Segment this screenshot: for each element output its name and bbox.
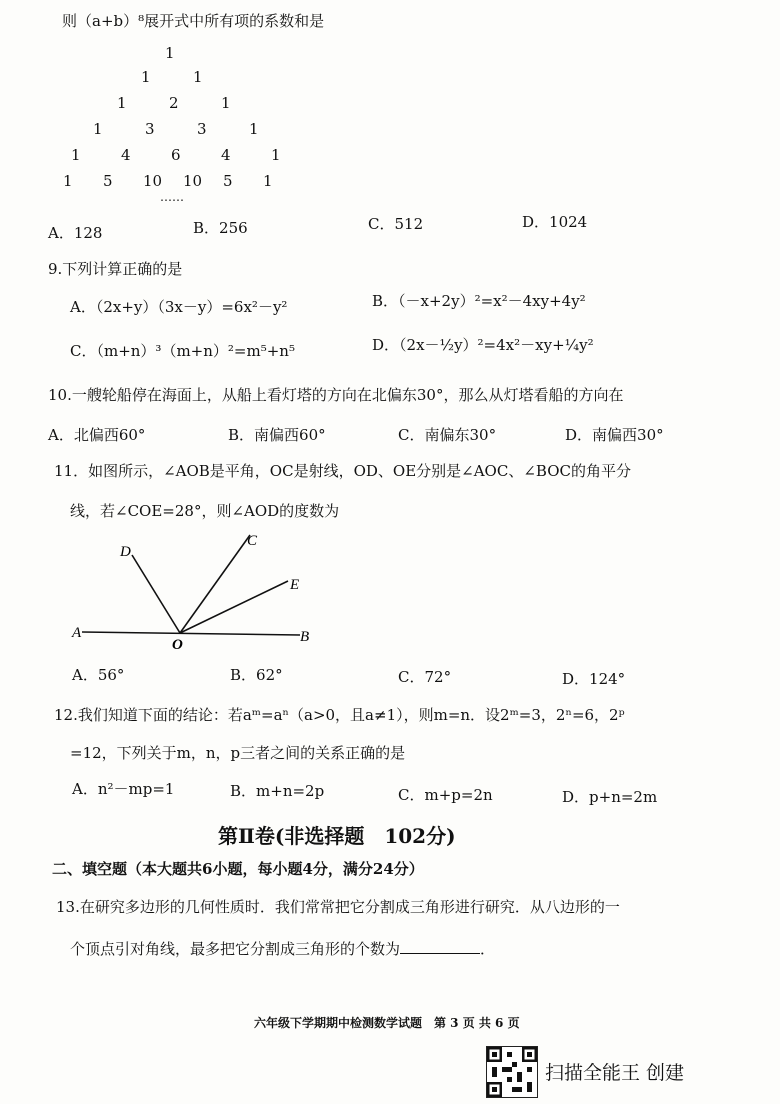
q13-line2-end: ． bbox=[480, 940, 496, 958]
triangle-number: 1 bbox=[271, 146, 281, 164]
triangle-number: 4 bbox=[121, 146, 131, 164]
triangle-number: 1 bbox=[71, 146, 81, 164]
triangle-number: 1 bbox=[63, 172, 73, 190]
triangle-number: 1 bbox=[221, 94, 231, 112]
q11-option-c: C．72° bbox=[398, 668, 452, 686]
qr-code-icon bbox=[486, 1046, 538, 1098]
q11-stem-line2: 线，若∠COE=28°，则∠AOD的度数为 bbox=[70, 502, 340, 520]
q10-option-c: C．南偏东30° bbox=[398, 426, 497, 444]
triangle-number: 3 bbox=[145, 120, 155, 138]
triangle-number: 5 bbox=[223, 172, 233, 190]
q9-option-c: C．（m+n）³（m+n）²=m⁵+n⁵ bbox=[70, 342, 295, 360]
label-b: B bbox=[300, 629, 310, 645]
q8-option-c: C．512 bbox=[368, 215, 424, 233]
q12-option-d: D．p+n=2m bbox=[562, 788, 658, 806]
triangle-number: 6 bbox=[171, 146, 181, 164]
q11-option-b: B．62° bbox=[230, 666, 283, 684]
ray-od bbox=[132, 555, 180, 633]
ray-oc bbox=[180, 535, 250, 633]
ray-oe bbox=[180, 581, 288, 633]
q13-answer-blank[interactable] bbox=[400, 939, 480, 954]
triangle-number: 2 bbox=[169, 94, 179, 112]
label-d: D bbox=[120, 544, 131, 560]
angle-figure bbox=[60, 525, 330, 655]
q8-option-a: A．128 bbox=[48, 224, 103, 242]
section-heading: 二、填空题（本大题共6小题，每小题4分，满分24分） bbox=[52, 860, 424, 878]
q13-line2 bbox=[70, 938, 495, 959]
q8-option-d: D．1024 bbox=[522, 213, 588, 231]
q12-stem-line1: 12.我们知道下面的结论：若aᵐ=aⁿ（a>0，且a≠1），则m=n．设2ᵐ=3，2ⁿ=6，2ᵖ bbox=[54, 706, 625, 724]
q8-option-b: B．256 bbox=[193, 219, 248, 237]
triangle-number: 4 bbox=[221, 146, 231, 164]
q13-line1: 13.在研究多边形的几何性质时．我们常常把它分割成三角形进行研究．从八边形的一 bbox=[56, 898, 620, 916]
triangle-number: 1 bbox=[141, 68, 151, 86]
triangle-ellipsis: …… bbox=[160, 190, 184, 204]
q12-option-c: C．m+p=2n bbox=[398, 786, 493, 804]
label-o: O bbox=[172, 637, 183, 653]
q9-option-d: D．（2x－½y）²=4x²－xy+¼y² bbox=[372, 336, 594, 354]
q12-stem-line2: =12，下列关于m，n，p三者之间的关系正确的是 bbox=[70, 744, 406, 762]
triangle-number: 10 bbox=[143, 172, 163, 190]
label-e: E bbox=[290, 577, 300, 593]
triangle-number: 3 bbox=[197, 120, 207, 138]
q9-option-b: B．（－x+2y）²=x²－4xy+4y² bbox=[372, 292, 586, 310]
q10-option-a: A．北偏西60° bbox=[48, 426, 146, 444]
triangle-number: 1 bbox=[249, 120, 259, 138]
q8-stem: 则（a+b）⁸展开式中所有项的系数和是 bbox=[62, 12, 325, 30]
q11-option-a: A．56° bbox=[72, 666, 125, 684]
triangle-number: 5 bbox=[103, 172, 113, 190]
q12-option-a: A．n²－mp=1 bbox=[72, 780, 175, 798]
triangle-number: 1 bbox=[165, 44, 175, 62]
q9-stem: 9.下列计算正确的是 bbox=[48, 260, 183, 278]
q10-stem: 10.一艘轮船停在海面上，从船上看灯塔的方向在北偏东30°，那么从灯塔看船的方向在 bbox=[48, 386, 624, 404]
q9-option-a: A．（2x+y）（3x－y）=6x²－y² bbox=[70, 298, 288, 316]
page-footer: 六年级下学期期中检测数学试题 第 3 页 共 6 页 bbox=[254, 1016, 520, 1030]
scanner-brand-text: 扫描全能王 创建 bbox=[545, 1062, 685, 1084]
q10-option-d: D．南偏西30° bbox=[565, 426, 664, 444]
triangle-number: 1 bbox=[263, 172, 273, 190]
q12-option-b: B．m+n=2p bbox=[230, 782, 325, 800]
q13-line2-text: 个顶点引对角线，最多把它分割成三角形的个数为 bbox=[70, 940, 401, 958]
q11-option-d: D．124° bbox=[562, 670, 626, 688]
q10-option-b: B．南偏西60° bbox=[228, 426, 326, 444]
triangle-number: 1 bbox=[93, 120, 103, 138]
q11-stem-line1: 11．如图所示，∠AOB是平角，OC是射线，OD、OE分别是∠AOC、∠BOC的角平分 bbox=[54, 462, 631, 480]
label-c: C bbox=[247, 533, 258, 549]
triangle-number: 1 bbox=[193, 68, 203, 86]
triangle-number: 1 bbox=[117, 94, 127, 112]
line-ab bbox=[82, 632, 300, 635]
part2-title: 第Ⅱ卷(非选择题 102分) bbox=[218, 824, 456, 848]
label-a: A bbox=[72, 625, 82, 641]
triangle-number: 10 bbox=[183, 172, 203, 190]
